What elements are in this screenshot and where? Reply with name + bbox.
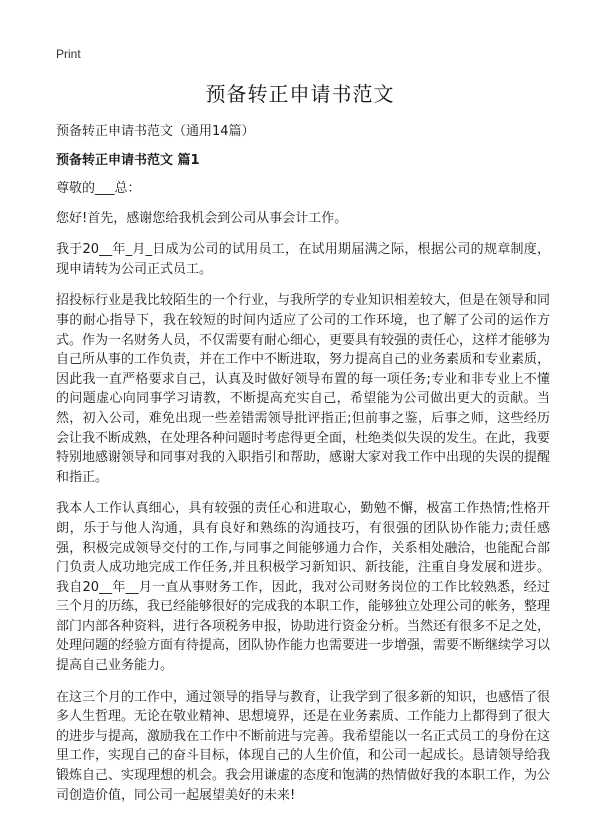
document-body	[56, 122, 550, 817]
salutation: 尊敬的___总：	[56, 181, 141, 196]
paragraph-application: 我于20__年_月_日成为公司的试用员工，在试用期届满之际，根据公司的规章制度，现申请转为公司正式员工。	[56, 242, 550, 277]
page-title: 预备转正申请书范文	[205, 82, 395, 106]
document-subtitle: 预备转正申请书范文（通用14篇）	[56, 124, 255, 139]
paragraph-conclusion: 在这三个月的工作中，通过领导的指导与教育，让我学到了很多新的知识，也感悟了很多人生哲理。无论在敬业精神、思想境界，还是在业务素质、工作能力上都得到了很大的进步与提高，激励我在工作中不断前进与完善。我希望能以一名正式员工的身份在这里工作，实现自己的奋斗目标，体现自己的人生价值，和公司一起成长。恳请领导给我锻炼自己、实现理想的机会。我会用谦虚的态度和饱满的热情做好我的本职工作，为公司创造价值，同公司一起展望美好的未来!	[56, 689, 551, 803]
paragraph-experience: 招投标行业是我比较陌生的一个行业，与我所学的专业知识相差较大，但是在领导和同事的耐心指导下，我在较短的时间内适应了公司的工作环境，也了解了公司的运作方式。作为一名财务人员，不仅需要有耐心细心，更要具有较强的责任心，这样才能够为自己所从事的工作负责，并在工作中不断进取，努力提高自己的业务素质和专业素质，因此我一直严格要求自己，认真及时做好领导布置的每一项任务;专业和非专业上不懂的问题虚心向同事学习请教，不断提高充实自己，希望能为公司做出更大的贡献。当然，初入公司，难免出现一些差错需领导批评指正;但前事之鉴，后事之师，这些经历会让我不断成熟，在处理各种问题时考虑得更全面，杜绝类似失误的发生。在此，我要特别地感谢领导和同事对我的入职指引和帮助，感谢大家对我工作中出现的失误的提醒和指正。	[56, 293, 551, 485]
paragraph-greeting: 您好!首先，感谢您给我机会到公司从事会计工作。	[56, 210, 348, 226]
section-heading: 预备转正申请书范文 篇1	[56, 153, 200, 168]
paragraph-self-assessment: 我本人工作认真细心，具有较强的责任心和进取心，勤勉不懈，极富工作热情;性格开朗，乐于与他人沟通，具有良好和熟练的沟通技巧，有很强的团队协作能力;责任感强，积极完成领导交付的工作,与同事之间能够通力合作，关系相处融洽，也能配合部门负责人成功地完成工作任务,并且积极学习新知识、新技能，注重自身发展和进步。我自20__年__月一直从事财务工作，因此，我对公司财务岗位的工作比较熟悉，经过三个月的历练，我已经能够很好的完成我的本职工作，能够独立处理公司的帐务，整理部门内部各种资料，进行各项税务申报，协助进行资金分析。当然还有很多不足之处，处理问题的经验方面有待提高，团队协作能力也需要进一步增强，需要不断继续学习以提高自己业务能力。	[56, 501, 551, 674]
print-link[interactable]: Print	[56, 47, 81, 61]
